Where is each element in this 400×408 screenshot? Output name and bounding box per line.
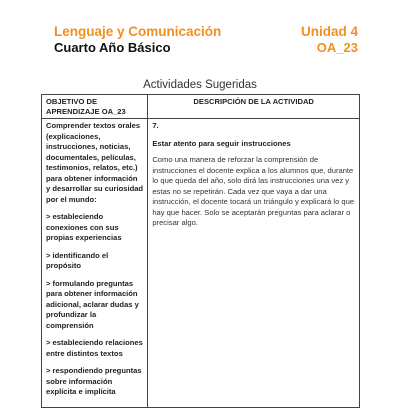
objective-item: > estableciendo relaciones entre distintos textos xyxy=(46,338,143,358)
objective-intro: Comprender textos orales (explicaciones, instrucciones, noticias, documentales, películas, testimonios, relatos, etc.) para obtener información y desarrollar su curiosidad por el mundo: xyxy=(46,121,144,204)
description-column-header: DESCRIPCIÓN DE LA ACTIVIDAD xyxy=(148,95,360,119)
activity-title: Estar atento para seguir instrucciones xyxy=(152,138,291,148)
description-cell xyxy=(148,119,360,408)
table-row xyxy=(42,119,360,408)
table-header-row xyxy=(42,95,360,119)
objective-item: > identificando el propósito xyxy=(46,250,109,270)
header-row-bottom xyxy=(54,40,358,56)
objective-cell xyxy=(42,119,148,408)
objective-item: > estableciendo conexiones con sus propias experiencias xyxy=(46,212,122,242)
objective-code: OA_23 xyxy=(316,40,358,55)
document-header xyxy=(54,24,358,56)
unit-label: Unidad 4 xyxy=(300,24,358,39)
subject-title: Lenguaje y Comunicación xyxy=(54,24,222,39)
objective-column-header: OBJETIVO DE APRENDIZAJE OA_23 xyxy=(42,95,148,119)
grade-label: Cuarto Año Básico xyxy=(54,40,171,55)
header-row-top xyxy=(54,24,358,40)
section-title: Actividades Sugeridas xyxy=(143,79,257,91)
activity-description: Como una manera de reforzar la comprensión de instrucciones el docente explica a los alumnos que, durante lo que queda del año, solo dirá las instrucciones una vez y estas no se repetirán. Cada vez que vaya a dar una instrucción, el docente tocará un triángulo y explicará lo que hay que hacer. Solo se aceptarán preguntas para aclarar o precisar algo. xyxy=(152,155,355,227)
objective-item: > respondiendo preguntas sobre información explícita e implícita xyxy=(46,366,142,396)
activities-table xyxy=(41,94,360,408)
objective-item: > formulando preguntas para obtener información adicional, aclarar dudas y profundizar la comprensión xyxy=(46,278,139,330)
activity-number: 7. xyxy=(152,121,159,130)
